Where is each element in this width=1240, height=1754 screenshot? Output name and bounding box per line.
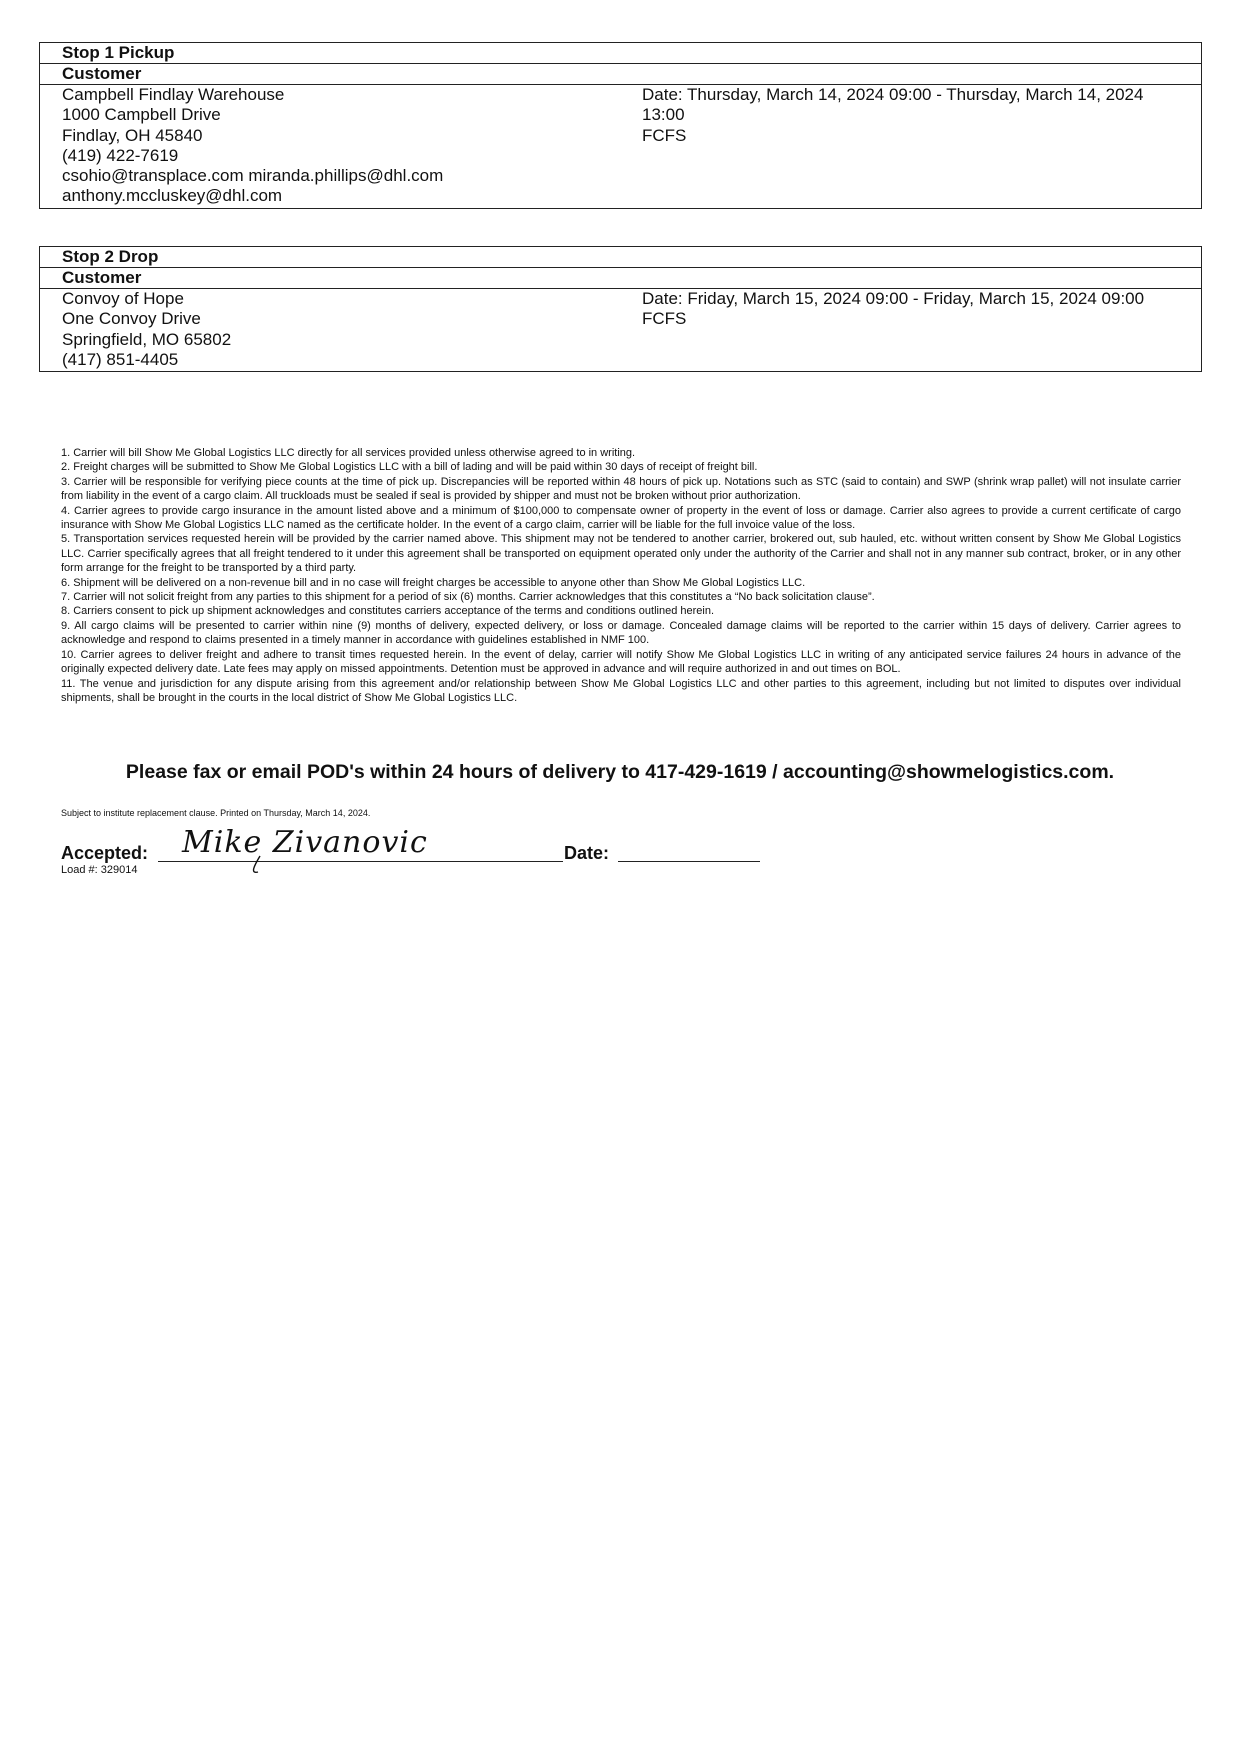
term-11: 11. The venue and jurisdiction for any dispute arising from this agreement and/or relationship between Show Me Global Logistics LLC and other parties to this agreement, including but not limited to disputes over individual shipments, shall be brought in the courts in the local district of Show Me Global Logistics LLC. bbox=[61, 677, 1181, 704]
stop-1-street: 1000 Campbell Drive bbox=[62, 105, 221, 125]
stop-2-customer-label: Customer bbox=[40, 268, 1201, 289]
term-8: 8. Carriers consent to pick up shipment acknowledges and constitutes carriers acceptance of the terms and conditions outlined herein. bbox=[61, 605, 715, 618]
stop-1-emails: csohio@transplace.com miranda.phillips@dhl.com bbox=[62, 166, 444, 186]
accepted-label: Accepted: bbox=[61, 843, 149, 863]
stop-1-name: Campbell Findlay Warehouse bbox=[62, 85, 285, 104]
term-4: 4. Carrier agrees to provide cargo insurance in the amount listed above and a minimum of $100,000 to compensate owner of property in the event of loss or damage. Carrier also agrees to provide a current certificate of cargo insurance with Show Me Global Logistics LLC named as the certificate holder. In the event of a cargo claim, carrier will be liable for the full invoice value of the loss. bbox=[61, 504, 1181, 532]
stop-2-box bbox=[39, 246, 1202, 372]
signature-graphic bbox=[178, 822, 428, 878]
terms-and-conditions bbox=[61, 446, 1181, 705]
stop-2-address bbox=[62, 289, 622, 370]
stop-2-appointment: FCFS bbox=[642, 309, 687, 329]
term-1: 1. Carrier will bill Show Me Global Logistics LLC directly for all services provided unless otherwise agreed to in writing. bbox=[61, 447, 636, 459]
stop-1-schedule bbox=[642, 85, 1162, 146]
term-7: 7. Carrier will not solicit freight from any parties to this shipment for a period of six (6) months. Carrier acknowledges that this constitutes a “No back solicitation clause”. bbox=[61, 591, 875, 604]
term-10: 10. Carrier agrees to deliver freight and adhere to transit times requested herein. In the event of delay, carrier will notify Show Me Global Logistics LLC in writing of any anticipated service failures 24 hours in advance of the originally expected delivery date. Late fees may apply on missed appointments. Detention must be approved in advance and will require authorized in and out times on BOL. bbox=[61, 648, 1181, 676]
stop-1-customer-label: Customer bbox=[40, 64, 1201, 85]
stop-1-address bbox=[62, 85, 622, 207]
signature bbox=[178, 822, 428, 883]
date-line bbox=[618, 861, 760, 862]
svg-text:Mike Zivanovic: Mike Zivanovic bbox=[182, 825, 428, 860]
stop-1-appointment: FCFS bbox=[642, 125, 687, 145]
stop-2-phone: (417) 851-4405 bbox=[62, 349, 179, 369]
stop-2-date: Date: Friday, March 15, 2024 09:00 - Friday, March 15, 2024 09:00 bbox=[642, 289, 1145, 308]
pod-notice: Please fax or email POD's within 24 hours of delivery to 417-429-1619 / accounting@showmelogistics.com. bbox=[125, 761, 1115, 783]
stop-2-street: One Convoy Drive bbox=[62, 309, 201, 329]
date-label: Date: bbox=[564, 843, 610, 863]
stop-1-date: Date: Thursday, March 14, 2024 09:00 - Thursday, March 14, 2024 13:00 bbox=[642, 85, 1144, 125]
stop-1-email-2: anthony.mccluskey@dhl.com bbox=[62, 186, 283, 206]
stop-2-schedule bbox=[642, 289, 1162, 330]
stop-2-name: Convoy of Hope bbox=[62, 289, 184, 308]
stop-2-city: Springfield, MO 65802 bbox=[62, 329, 232, 349]
stop-2-header: Stop 2 Drop bbox=[40, 247, 1201, 268]
term-5: 5. Transportation services requested herein will be provided by the carrier named above. This shipment may not be tendered to another carrier, brokered out, sub hauled, etc. without written consent by Show Me Global Logistics LLC. Carrier specifically agrees that all freight tendered to it under this agreement shall be transported on equipment operated only under the authority of the Carrier and shall not in any manner sub contract, broker, or in any other form arrange for the freight to be transported by a third party. bbox=[61, 533, 1181, 575]
term-9: 9. All cargo claims will be presented to carrier within nine (9) months of delivery, expected delivery, or loss or damage. Concealed damage claims will be reported to the carrier within 15 days of delivery. Carrier agrees to acknowledge and respond to claims presented in a timely manner in accordance with guidelines established in NMF 100. bbox=[61, 619, 1181, 647]
stop-1-city: Findlay, OH 45840 bbox=[62, 125, 203, 145]
load-number: Load #: 329014 bbox=[61, 864, 138, 876]
term-2: 2. Freight charges will be submitted to Show Me Global Logistics LLC with a bill of lading and will be paid within 30 days of receipt of freight bill. bbox=[61, 461, 758, 474]
subject-line: Subject to institute replacement clause. Printed on Thursday, March 14, 2024. bbox=[61, 808, 371, 818]
stop-1-header: Stop 1 Pickup bbox=[40, 43, 1201, 64]
term-6: 6. Shipment will be delivered on a non-revenue bill and in no case will freight charges be accessible to anyone other than Show Me Global Logistics LLC. bbox=[61, 576, 806, 589]
stop-1-phone: (419) 422-7619 bbox=[62, 145, 179, 165]
term-3: 3. Carrier will be responsible for verifying piece counts at the time of pick up. Discrepancies will be reported within 48 hours of pick up. Notations such as STC (said to contain) and SWP (shrink wrap pallet) will not insulate carrier from liability in the event of a cargo claim. All truckloads must be sealed if seal is provided by shipper and must not be broken without prior authorization. bbox=[61, 475, 1181, 503]
stop-1-box bbox=[39, 42, 1202, 209]
